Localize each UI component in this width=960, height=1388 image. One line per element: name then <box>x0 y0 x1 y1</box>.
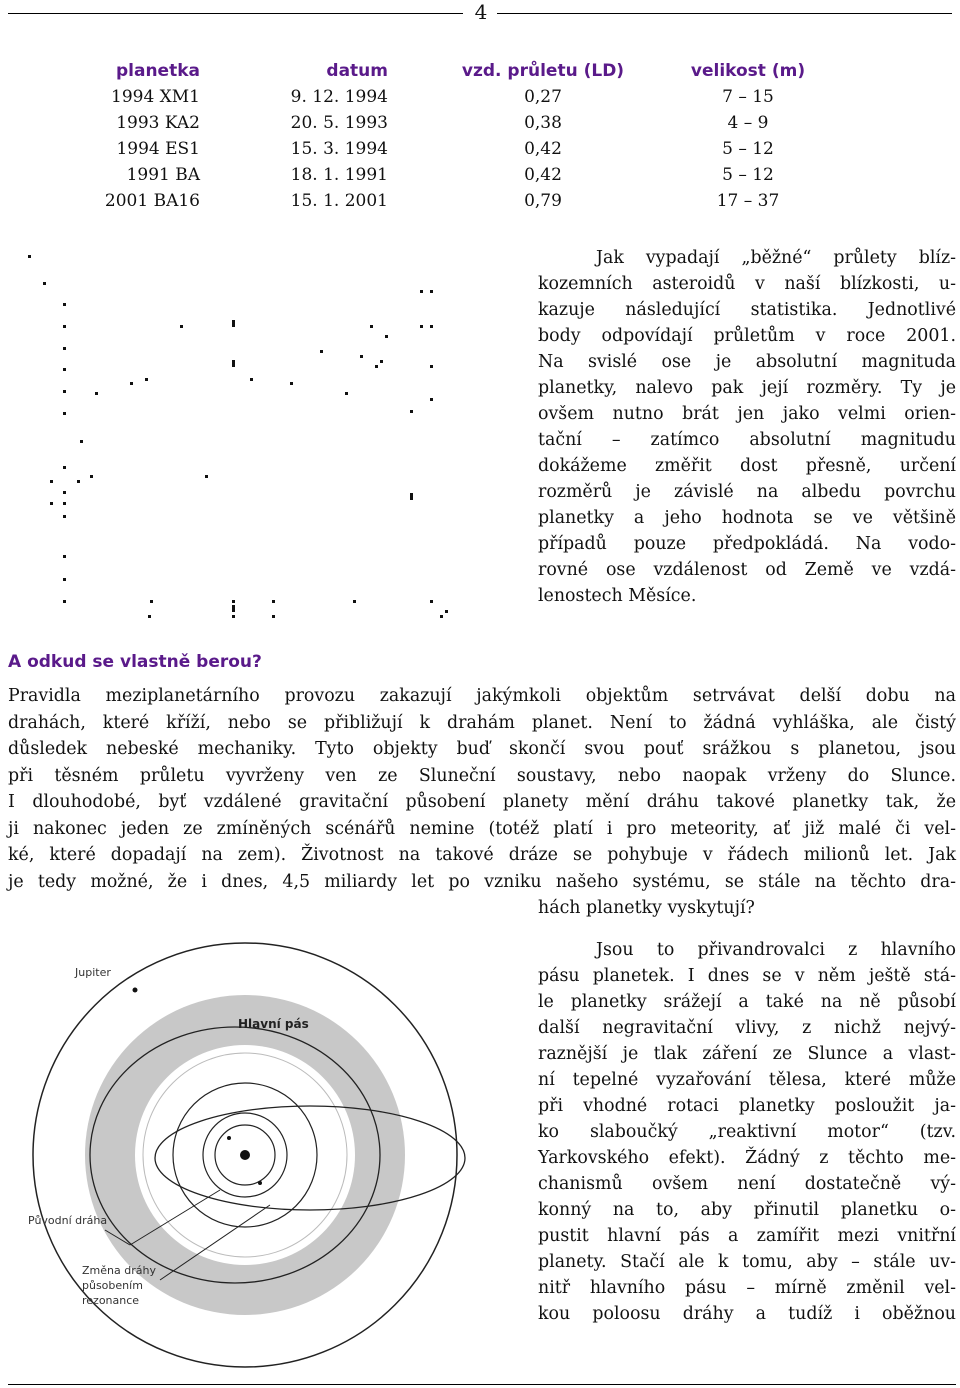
flyby-point <box>50 480 53 483</box>
flyby-point <box>430 325 433 328</box>
table-cell: 1994 ES1 <box>116 139 200 159</box>
flyby-point <box>440 615 443 618</box>
flyby-point <box>205 475 208 478</box>
planet-dot <box>258 1181 262 1185</box>
flyby-point <box>385 335 388 338</box>
right-text-line: ko slaboučký „reaktivní motor“ (tzv. <box>538 1122 956 1142</box>
right-text-line: planety. Stačí ale k tomu, aby – stále uv- <box>538 1252 956 1272</box>
flyby-point <box>360 355 363 358</box>
table-cell: 15. 3. 1994 <box>290 139 388 159</box>
flyby-point <box>63 412 66 415</box>
right-text-line: další negravitační vlivy, z nichž nejvý- <box>538 1018 956 1038</box>
flyby-point <box>410 493 413 500</box>
flyby-point <box>232 320 235 327</box>
table-cell: 17 – 37 <box>716 191 780 211</box>
page-number: 4 <box>474 0 488 24</box>
column-header: vzd. průletu (LD) <box>461 61 625 81</box>
stat-text-line: rozměrů je závislé na albedu povrchu <box>538 482 956 502</box>
body-text-line: při těsném průletu vyvrženy ven ze Sluneční soustavy, nebo naopak vrženy do Slunce. <box>8 765 956 786</box>
flyby-point <box>80 440 83 443</box>
flyby-point <box>345 392 348 395</box>
table-row <box>70 188 858 214</box>
table-cell: 0,27 <box>524 87 562 107</box>
stat-text-line: Na svislé ose je absolutní magnituda <box>538 352 956 372</box>
table-cell: 5 – 12 <box>722 165 774 185</box>
flyby-point <box>145 378 148 381</box>
body-text-line: I dlouhodobé, byť vzdálené gravitační působení planety mění dráhu takové planetky tak, že <box>8 792 956 812</box>
flyby-point <box>232 615 235 618</box>
flyby-point <box>63 491 66 494</box>
flyby-point <box>180 325 183 328</box>
stat-text-line: body odpovídají průletům v roce 2001. <box>538 326 956 346</box>
right-text-line: nitř hlavního pásu – mírně změnil vel- <box>538 1278 956 1298</box>
table-header-row <box>70 58 858 84</box>
flyby-point <box>420 290 423 293</box>
right-text-line: Yarkovského efekt). Žádný z těchto me- <box>538 1148 956 1168</box>
right-text-line: pásu planetek. I dnes se v něm ještě stá- <box>538 966 956 986</box>
body-text-line: drahách, které kříží, nebo se přibližují k drahám planet. Není to žádná vyhláška, ale čistý <box>8 712 956 733</box>
right-text-line: pustit hlavní pás a zamířit mezi vnitřní <box>538 1226 956 1246</box>
footer-rule <box>8 1384 956 1385</box>
column-header: datum <box>326 61 388 81</box>
main-belt-label: Hlavní pás <box>238 1017 309 1031</box>
table-cell: 0,38 <box>524 113 562 133</box>
stat-text-line: rovné ose vzdálenost od Země ve vzdá- <box>538 560 956 580</box>
right-text-line: ní tepelné vyzařování tělesa, které může <box>538 1070 956 1090</box>
flyby-point <box>430 600 433 603</box>
flyby-point <box>430 398 433 401</box>
flyby-point <box>148 615 151 618</box>
flyby-point <box>130 382 133 385</box>
stat-text-line: ovšem nutno brát jen jako velmi orien- <box>538 404 956 424</box>
right-paragraph <box>538 937 956 1327</box>
orbit-change-label: působením <box>82 1279 143 1292</box>
table-row <box>70 136 858 162</box>
flyby-scatter-plot <box>20 245 460 635</box>
stat-text-line: Jak vypadají „běžné“ průlety blíz- <box>596 248 956 268</box>
planet-dot <box>227 1136 231 1140</box>
asteroid-table <box>70 58 858 214</box>
right-text-line: Jsou to přivandrovalci z hlavního <box>596 940 956 960</box>
right-text-line: při vhodné rotaci planetky posloužit ja- <box>538 1096 956 1116</box>
stat-text-line: planetky, nalevo pak její rozměry. Ty je <box>538 378 956 398</box>
header-rule-right <box>497 13 952 14</box>
flyby-point <box>90 475 93 478</box>
table-row <box>70 110 858 136</box>
stat-text-line: kozemních asteroidů v naší blízkosti, u- <box>538 274 956 294</box>
flyby-point <box>63 347 66 350</box>
flyby-point <box>43 282 46 285</box>
flyby-point <box>430 290 433 293</box>
table-cell: 0,79 <box>524 191 562 211</box>
flyby-point <box>232 605 235 612</box>
table-cell: 15. 1. 2001 <box>290 191 388 211</box>
flyby-point <box>63 600 66 603</box>
table-cell: 1991 BA <box>126 165 200 185</box>
column-header: planetka <box>115 61 200 81</box>
table-cell: 5 – 12 <box>722 139 774 159</box>
orbit-change-label: Změna dráhy <box>82 1264 156 1277</box>
flyby-point <box>430 365 433 368</box>
flyby-point <box>150 600 153 603</box>
stat-text-line: tační – zatímco absolutní magnitudu <box>538 430 956 450</box>
flyby-point <box>420 325 423 328</box>
main-belt-diagram <box>20 940 470 1380</box>
flyby-point <box>375 365 378 368</box>
jupiter-label: Jupiter <box>75 966 111 979</box>
body-paragraph <box>8 683 956 922</box>
stat-text-line: případů pouze předpokládá. Na vodo- <box>538 534 956 554</box>
stat-text-line: dokážeme změřit dost přesně, určení <box>538 456 956 476</box>
body-text-line: je tedy možné, že i dnes, 4,5 miliardy let po vzniku našeho systému, se stále na těchto dra- <box>8 871 956 892</box>
flyby-point <box>232 600 235 603</box>
right-text-line: konný na to, aby přinutil planetku o- <box>538 1200 956 1220</box>
table-row <box>70 162 858 188</box>
column-header: velikost (m) <box>690 61 806 81</box>
flyby-point <box>370 325 373 328</box>
flyby-point <box>77 480 80 483</box>
stat-text-line: lenostech Měsíce. <box>538 586 697 606</box>
flyby-point <box>63 390 66 393</box>
table-cell: 9. 12. 1994 <box>290 87 388 107</box>
stat-text-line: planetky a jeho hodnota se ve většině <box>538 508 956 528</box>
table-cell: 1993 KA2 <box>116 113 200 133</box>
flyby-point <box>250 378 253 381</box>
right-text-line: kou poloosu dráhy a tudíž i oběžnou <box>538 1304 956 1324</box>
flyby-point <box>50 502 53 505</box>
original-orbit-label: Původní dráha <box>28 1214 108 1227</box>
flyby-point <box>290 382 293 385</box>
flyby-point <box>63 555 66 558</box>
right-text-line: le planetky srážejí a také na ně působí <box>538 992 956 1012</box>
table-cell: 2001 BA16 <box>104 191 200 211</box>
right-text-line: chanismů ovšem není dostatečně vý- <box>538 1174 956 1194</box>
flyby-point <box>272 600 275 603</box>
flyby-point <box>95 392 98 395</box>
table-cell: 1994 XM1 <box>111 87 200 107</box>
statistics-paragraph <box>538 245 956 609</box>
table-cell: 4 – 9 <box>727 113 769 133</box>
flyby-point <box>272 615 275 618</box>
flyby-point <box>63 303 66 306</box>
body-text-line: ji nakonec jeden ze zmíněných scénářů nemine (totéž platí i pro meteority, ať již malé či vel- <box>8 818 956 839</box>
flyby-point <box>63 578 66 581</box>
sun-dot <box>240 1150 250 1160</box>
table-cell: 7 – 15 <box>722 87 774 107</box>
section-heading: A odkud se vlastně berou? <box>8 652 262 672</box>
body-text-line: Pravidla meziplanetárního provozu zakazují jakýmkoli objektům setrvávat delší dobu na <box>8 686 956 706</box>
flyby-point <box>380 360 383 363</box>
flyby-point <box>63 466 66 469</box>
flyby-point <box>320 350 323 353</box>
flyby-point <box>28 255 31 258</box>
flyby-point <box>63 325 66 328</box>
flyby-point <box>63 368 66 371</box>
jupiter-dot <box>133 988 138 993</box>
table-row <box>70 84 858 110</box>
stat-text-line: kazuje následující statistika. Jednotlivé <box>538 300 956 320</box>
flyby-point <box>445 610 448 613</box>
body-text-line: ké, které dopadají na zem). Životnost na takové dráze se pohybuje v řádech milionů let. Jak <box>8 845 956 865</box>
flyby-point <box>63 502 66 505</box>
orbit-change-label: rezonance <box>82 1294 140 1307</box>
body-last-line: hách planetky vyskytují? <box>538 898 755 918</box>
table-cell: 18. 1. 1991 <box>290 165 388 185</box>
flyby-point <box>353 600 356 603</box>
table-cell: 0,42 <box>524 165 562 185</box>
table-cell: 0,42 <box>524 139 562 159</box>
flyby-point <box>410 410 413 413</box>
header-rule-left <box>8 13 463 14</box>
body-text-line: důsledek nebeské mechaniky. Tyto objekty buď skončí svou pouť srážkou s planetou, jsou <box>8 739 956 759</box>
flyby-point <box>63 515 66 518</box>
right-text-line: raznější je tlak záření ze Slunce a vlast- <box>538 1044 956 1064</box>
table-cell: 20. 5. 1993 <box>290 113 388 133</box>
flyby-point <box>232 360 235 367</box>
